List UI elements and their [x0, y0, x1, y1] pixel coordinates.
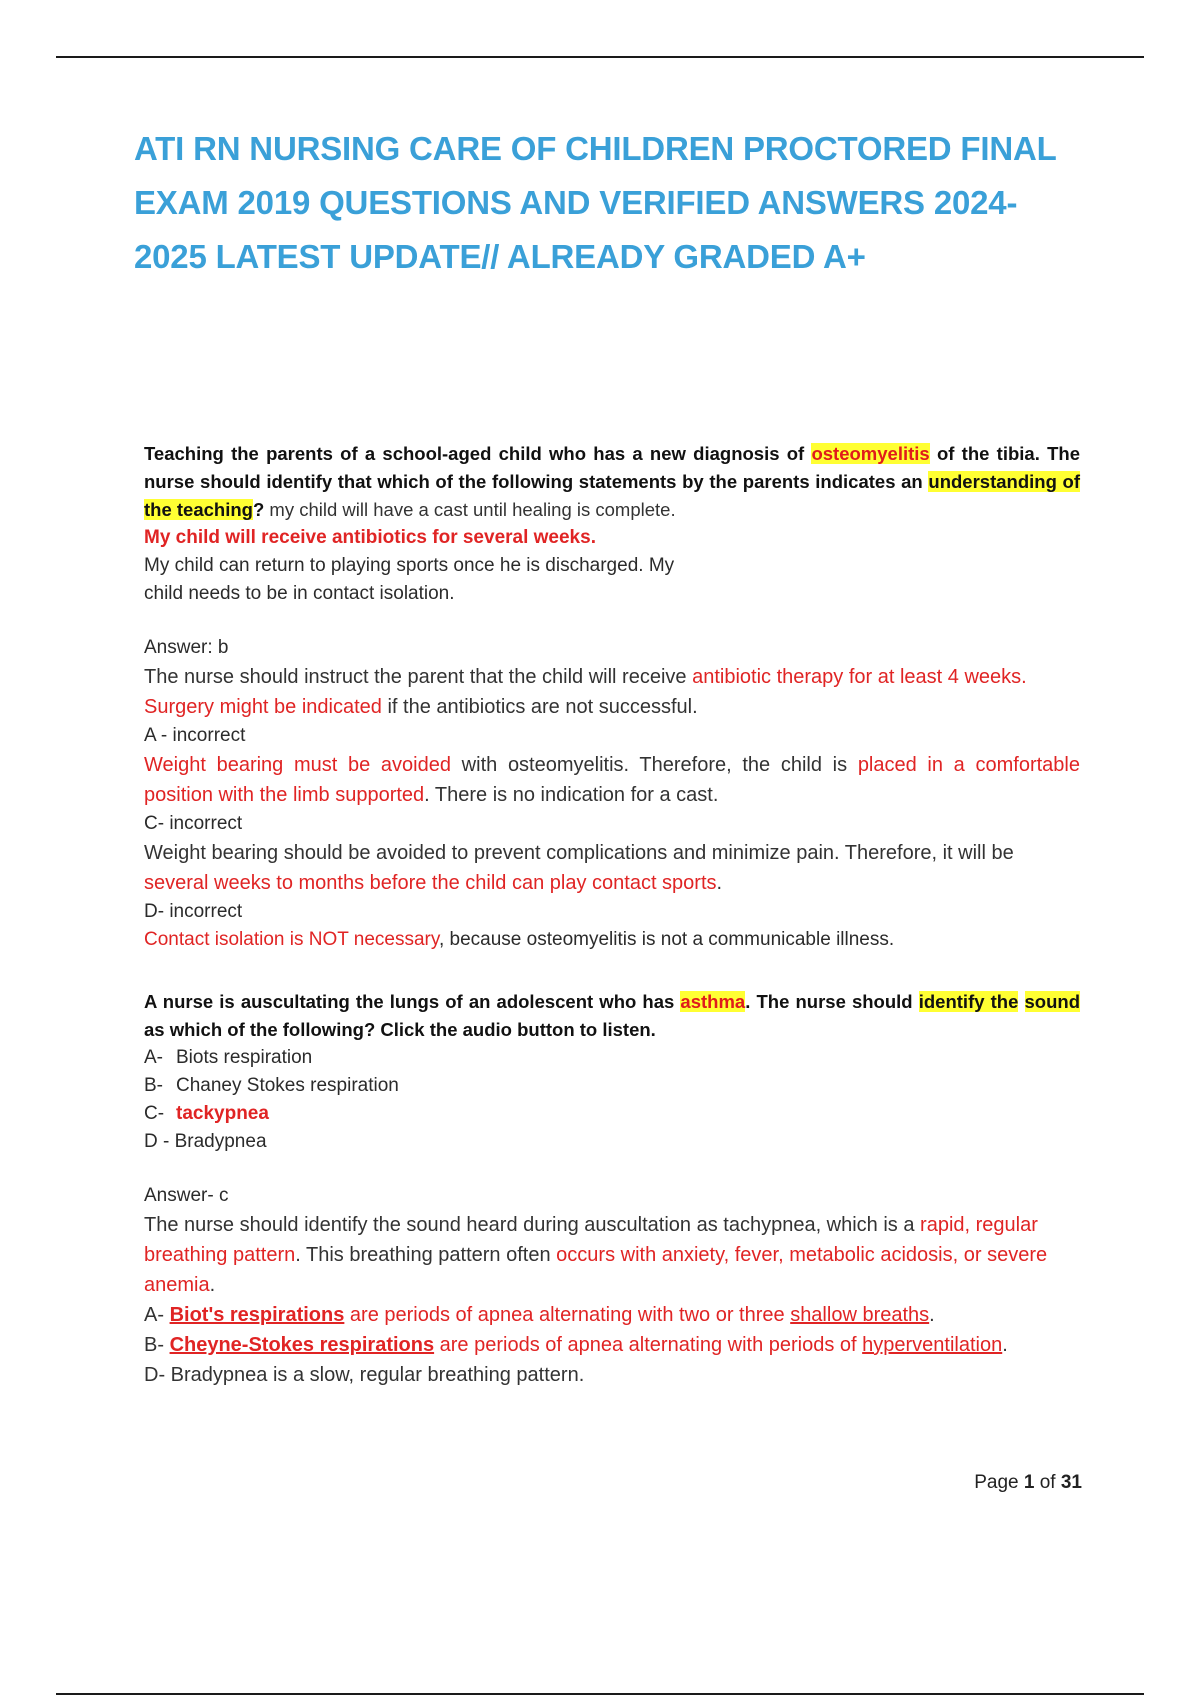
page-label: Page [974, 1472, 1019, 1493]
q2-exp-text: The nurse should identify the sound heard during auscultation as tachypnea, which is a [144, 1214, 921, 1236]
option-letter: A- [144, 1047, 163, 1068]
option-text: Bradypnea [174, 1131, 267, 1152]
q2-option-b [144, 1072, 1080, 1100]
q1-c-label: C- incorrect [144, 813, 243, 834]
q2-a-underline: shallow breaths [790, 1304, 930, 1326]
q2-option-c [144, 1100, 1080, 1128]
q1-a-explanation [144, 750, 1080, 810]
q2-d-explanation: D- Bradypnea is a slow, regular breathing pattern. [144, 1364, 585, 1386]
page-of: of [1039, 1472, 1056, 1493]
page-total: 31 [1060, 1472, 1082, 1493]
q2-a-explanation [144, 1300, 1080, 1330]
q1-stem-end: ? [252, 499, 265, 520]
document-body [144, 440, 1080, 1390]
title-line-3: 2025 LATEST UPDATE// ALREADY GRADED A+ [134, 238, 866, 275]
q2-highlight-identify: identify the [918, 991, 1019, 1012]
q2-a-end: . [929, 1304, 935, 1326]
q2-exp-red-2: occurs with anxiety, fever, metabolic acidosis, or severe anemia [144, 1244, 1048, 1296]
q1-option-d: child needs to be in contact isolation. [144, 583, 455, 604]
q2-explanation [144, 1210, 1080, 1300]
q1-c-red: several weeks to months before the child can play contact sports [144, 872, 717, 894]
title-line-2: EXAM 2019 QUESTIONS AND VERIFIED ANSWERS 2024- [134, 184, 1018, 221]
q2-stem-end: as which of the following? Click the audio button to listen. [144, 1019, 656, 1040]
option-letter: B- [144, 1075, 163, 1096]
q2-stem-text: A nurse is auscultating the lungs of an adolescent who has [144, 991, 681, 1012]
option-text-correct: tackypnea [176, 1103, 269, 1124]
option-letter: C- [144, 1103, 165, 1124]
q2-answer: Answer- c [144, 1185, 229, 1206]
document-title [134, 122, 1094, 284]
q2-highlight-asthma: asthma [680, 991, 746, 1012]
question-2-stem [144, 988, 1080, 1044]
q1-d-label: D- incorrect [144, 901, 243, 922]
q2-b-term: Cheyne-Stokes respirations [169, 1334, 435, 1356]
option-text: Biots respiration [176, 1047, 313, 1068]
q1-explanation [144, 662, 1080, 722]
q1-option-b: My child will receive antibiotics for several weeks. [144, 527, 596, 548]
q1-c-text-1: Weight bearing should be avoided to prevent complications and minimize pain. Therefore, it will be [144, 842, 1014, 864]
q1-stem-text-2: of the tibia. The nurse should identify that which of the following statements by the parents indicates an [144, 443, 1080, 492]
q2-highlight-sound: sound [1024, 991, 1081, 1012]
q1-answer: Answer: b [144, 637, 229, 658]
q1-a-text-2: . There is no indication for a cast. [424, 784, 719, 806]
q1-a-red-1: Weight bearing must be avoided [144, 754, 451, 776]
q1-option-a: my child will have a cast until healing is complete. [264, 499, 676, 520]
q1-a-text-1: with osteomyelitis. Therefore, the child is [451, 754, 858, 776]
q2-b-mid: are periods of apnea alternating with periods of [434, 1334, 863, 1356]
q1-d-text: , because osteomyelitis is not a communicable illness. [438, 929, 895, 950]
q2-b-underline: hyperventilation [862, 1334, 1003, 1356]
page-number [974, 1472, 1082, 1494]
option-letter: D - [144, 1131, 170, 1152]
title-line-1: ATI RN NURSING CARE OF CHILDREN PROCTORED FINAL [134, 130, 1057, 167]
q1-highlight-osteomyelitis: osteomyelitis [811, 443, 930, 464]
q2-exp-red-1: rapid, regular breathing pattern [144, 1214, 1038, 1266]
option-text: Chaney Stokes respiration [176, 1075, 399, 1096]
q1-c-explanation [144, 838, 1080, 898]
bottom-rule [56, 1693, 1144, 1695]
question-1-stem [144, 440, 1080, 524]
page-current: 1 [1023, 1472, 1035, 1493]
q2-a-mid: are periods of apnea alternating with two or three [344, 1304, 791, 1326]
q2-stem-text-2: . The nurse should [745, 991, 919, 1012]
q2-option-a [144, 1044, 1080, 1072]
q1-exp-text: The nurse should instruct the parent that the child will receive [144, 666, 693, 688]
q2-option-d [144, 1128, 1080, 1156]
q1-c-text-2: . [716, 872, 723, 894]
q2-a-prefix: A- [144, 1304, 170, 1326]
top-rule [56, 56, 1144, 58]
q1-d-explanation [144, 926, 1080, 954]
q1-a-label: A - incorrect [144, 725, 246, 746]
q1-highlight-understanding: understanding of the teaching [144, 471, 1080, 520]
q2-stem-space [1018, 991, 1024, 1012]
q2-exp-end: . [209, 1274, 216, 1296]
q2-b-end: . [1002, 1334, 1008, 1356]
q2-b-explanation [144, 1330, 1080, 1360]
q2-b-prefix: B- [144, 1334, 170, 1356]
q2-a-term: Biot's respirations [169, 1304, 345, 1326]
q1-a-red-2: placed in a comfortable position with the limb supported [144, 754, 1080, 806]
q2-exp-text-2: . This breathing pattern often [295, 1244, 557, 1266]
q1-option-c: My child can return to playing sports once he is discharged. My [144, 555, 675, 576]
q1-d-red: Contact isolation is NOT necessary [144, 929, 439, 950]
q1-stem-text: Teaching the parents of a school-aged child who has a new diagnosis of [144, 443, 812, 464]
q1-exp-red: antibiotic therapy for at least 4 weeks. Surgery might be indicated [144, 666, 1027, 718]
q1-exp-text-2: if the antibiotics are not successful. [381, 696, 698, 718]
